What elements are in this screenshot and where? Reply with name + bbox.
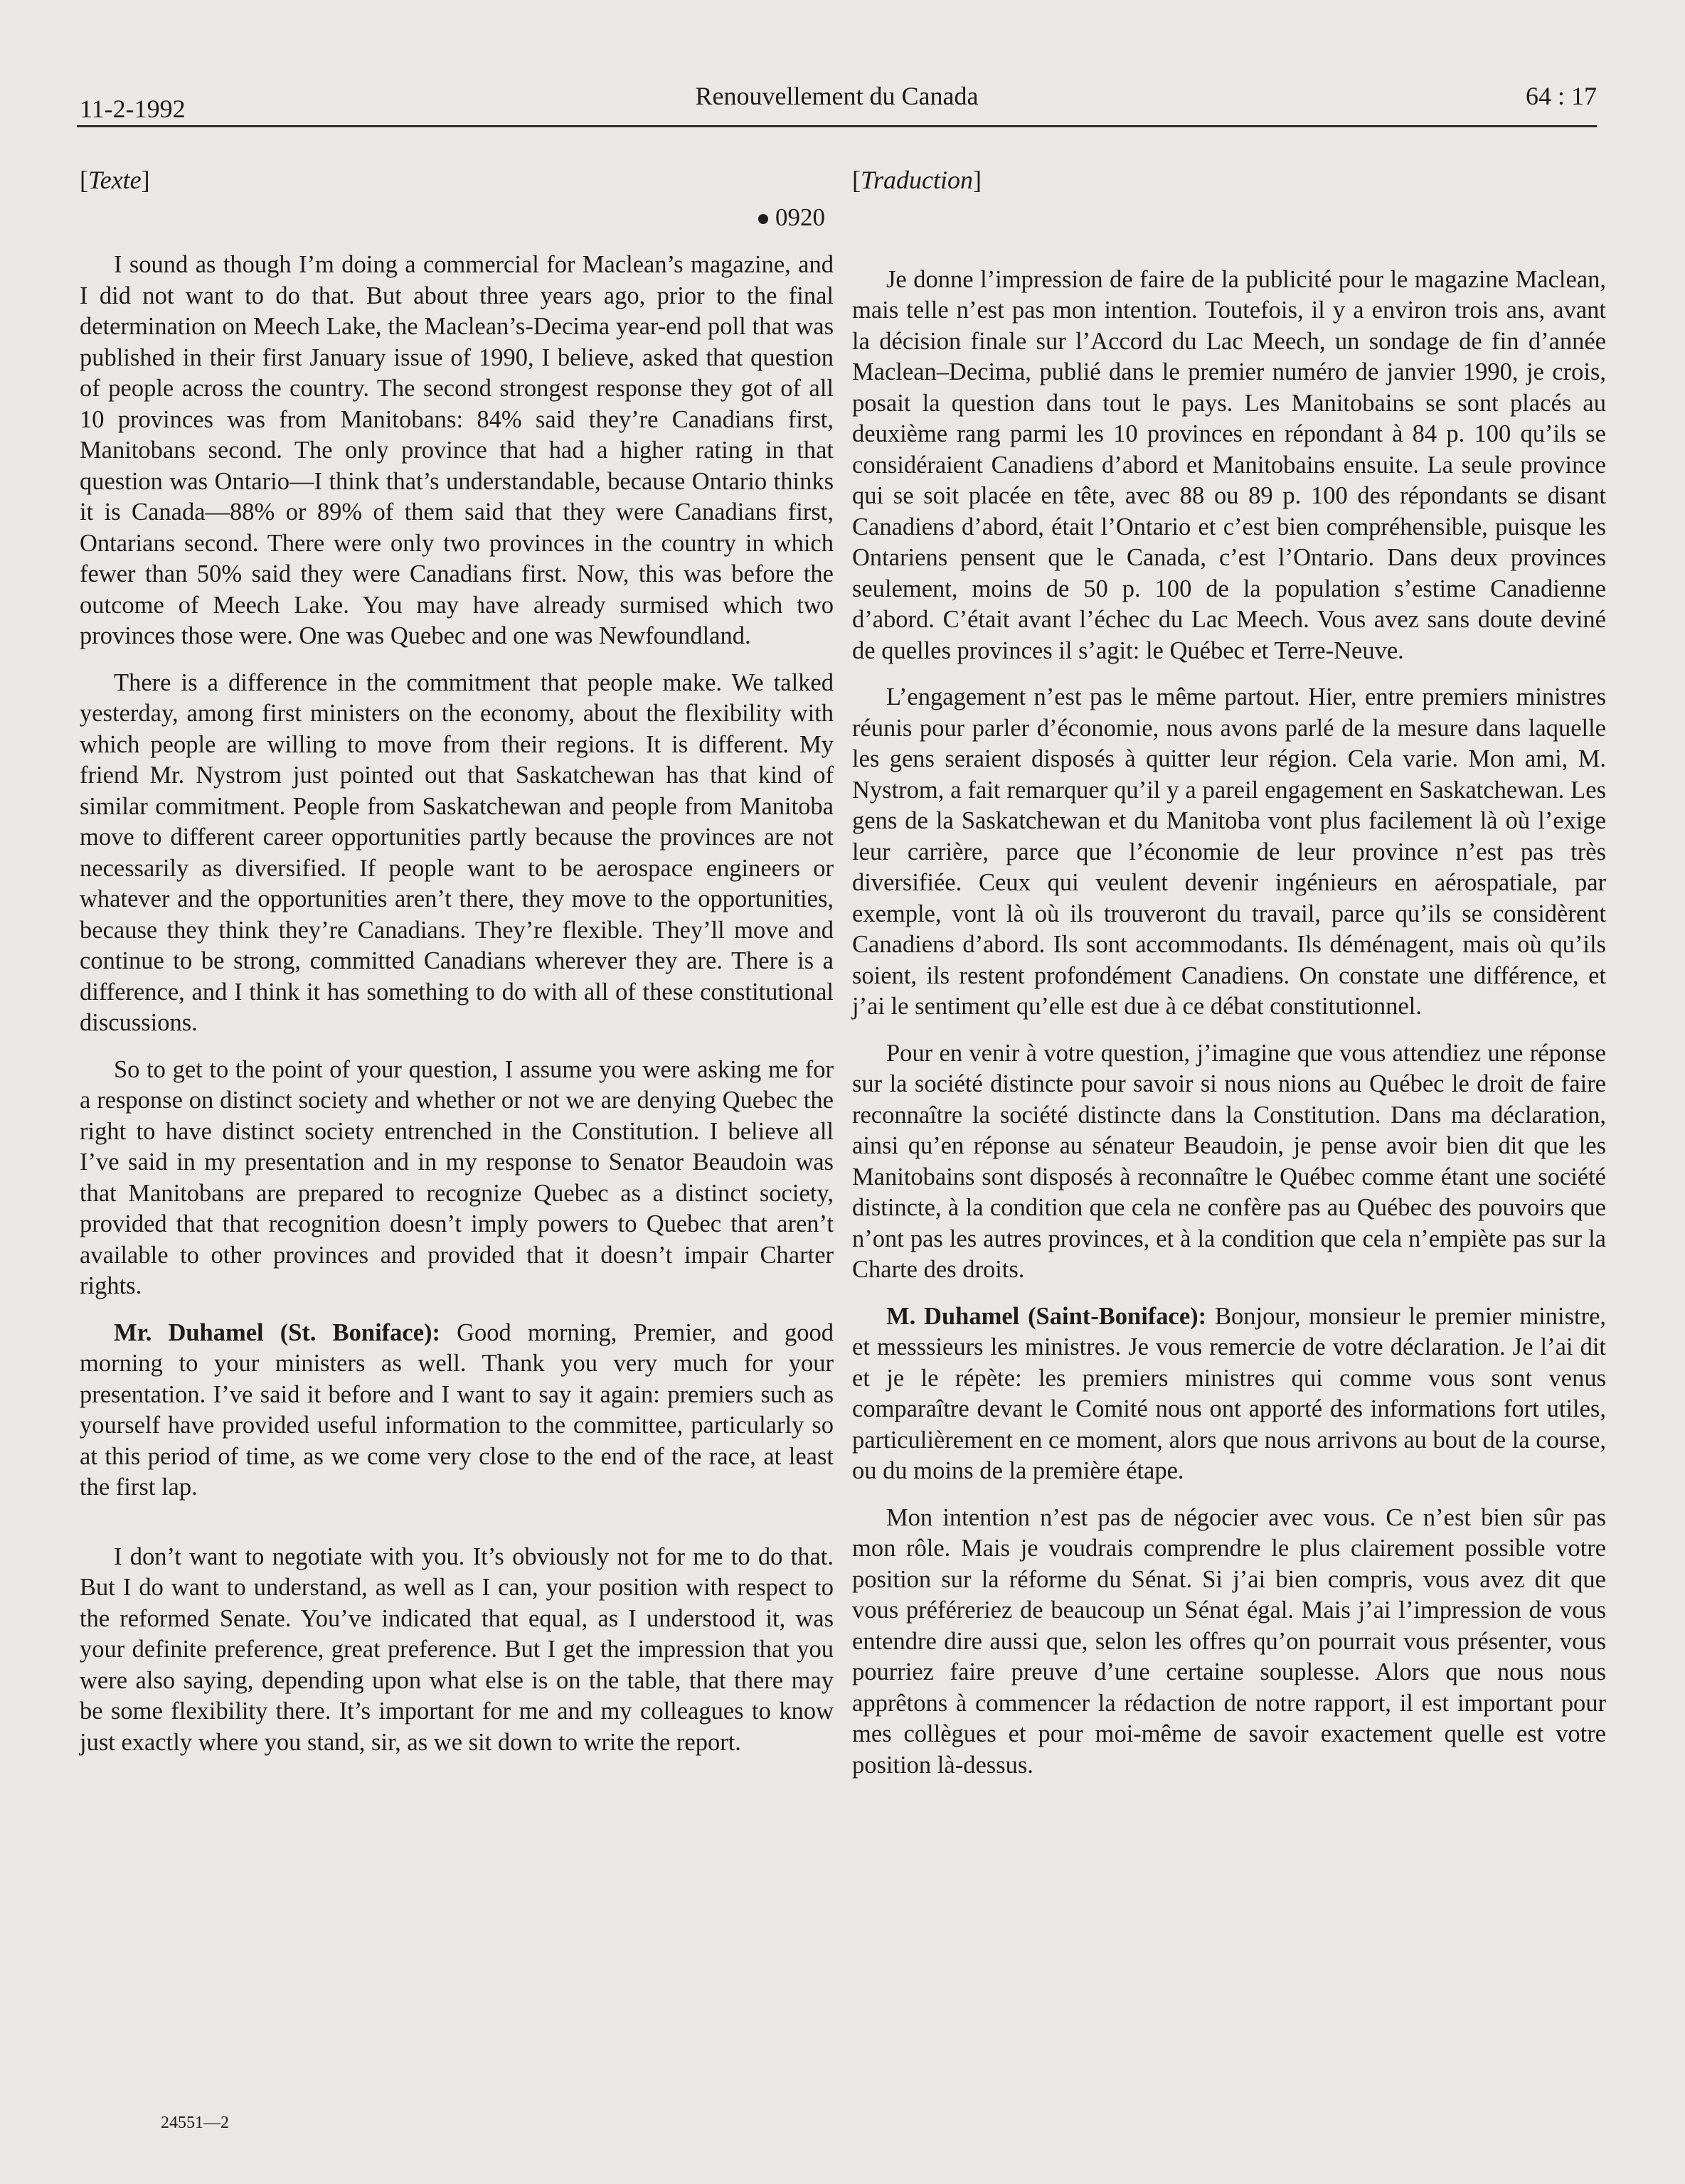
bullet-icon xyxy=(758,214,768,224)
paragraph: I sound as though I’m doing a commercial for Maclean’s magazine, and I did not want to do that. But about three years ago, prior to the final determination on Meech Lake, the Maclean’s-Decima year-end poll that was published in their first January issue of 1990, I believe, asked that question of people across the country. The second strongest response they got of all 10 provinces was from Manitobans: 84% said they’re Canadians first, Manitobans second. The only province that had a higher rating in that question was Ontario—I think that’s understandable, because Ontario thinks it is Canada—88% or 89% of them said that they were Canadians first, Ontarians second. There were only two provinces in the country in which fewer than 50% said they were Canadians first. Now, this was before the outcome of Meech Lake. You may have already surmised which two provinces those were. One was Quebec and one was Newfoundland. xyxy=(80,251,834,649)
header-page-number: 64 : 17 xyxy=(1525,82,1597,110)
speaker-paragraph: Mr. Duhamel (St. Boniface): Good morning, Premier, and good morning to your ministers as well. Thank you very much for your presentation. I’ve said it before and I want to say it again: premiers such as yourself have provided useful information to the committee, particularly so at this period of time, as we come very close to the end of the race, at least the first lap. xyxy=(80,1319,834,1501)
english-column xyxy=(80,165,834,1774)
speaker-name: Mr. Duhamel (St. Boniface): xyxy=(114,1319,440,1346)
header-title: Renouvellement du Canada xyxy=(695,82,979,110)
header-date: 11-2-1992 xyxy=(80,95,186,123)
speaker-paragraph: M. Duhamel (Saint-Boniface): Bonjour, monsieur le premier ministre, et messsieurs les ministres. Je vous remercie de votre déclaration. Je l’ai dit et je le répète: les premiers ministres qui comme vous sont venus comparaître devant le Comité nous ont apporté des informations fort utiles, particulièrement en ce moment, alors que nous arrivons au bout de la course, ou du moins de la première étape. xyxy=(852,1302,1607,1484)
print-code: 24551—2 xyxy=(161,2114,229,2132)
running-header xyxy=(77,78,1597,127)
speaker-name: M. Duhamel (Saint-Boniface): xyxy=(886,1302,1207,1330)
paragraph: Pour en venir à votre question, j’imagine que vous attendiez une réponse sur la société distincte pour savoir si nous nions au Québec le droit de faire reconnaître la société distincte dans la Constitution. Dans ma déclaration, ainsi qu’en réponse au sénateur Beaudoin, je pense avoir bien dit que les Manitobains sont disposés à reconnaître le Québec comme étant une société distincte, à la condition que cela ne confère pas au Québec des pouvoirs que n’ont pas les autres provinces, et à la condition que cela n’empiète pas sur la Charte des droits. xyxy=(852,1039,1606,1283)
paragraph: So to get to the point of your question, I assume you were asking me for a response on distinct society and whether or not we are denying Quebec the right to have distinct society entrenched in the Constitution. I believe all I’ve said in my presentation and in my response to Senator Beaudoin was that Manitobans are prepared to recognize Quebec as a distinct society, provided that that recognition doesn’t imply powers to Quebec that aren’t available to other provinces and provided that it doesn’t impair Charter rights. xyxy=(80,1055,834,1299)
language-label-text: [Texte] xyxy=(80,166,150,194)
paragraph: L’engagement n’est pas le même partout. Hier, entre premiers ministres réunis pour parler d’économie, nous avons parlé de la mesure dans laquelle les gens seraient disposés à quitter leur région. Cela varie. Mon ami, M. Nystrom, a fait remarquer qu’il y a pareil engagement en Saskatchewan. Les gens de la Saskatchewan et du Manitoba vont plus facilement là où l’exige leur carrière, parce que l’économie de leur province n’est pas très diversifiée. Ceux qui veulent devenir ingénieurs en aérospatiale, par exemple, vont là où ils trouveront du travail, parce qu’ils se considèrent Canadiens d’abord. Ils sont accommodants. Ils déménagent, mais où qu’ils soient, ils restent profondément Canadiens. On constate une différence, et j’ai le sentiment qu’elle est due à ce débat constitutionnel. xyxy=(852,683,1606,1020)
paragraph: There is a difference in the commitment that people make. We talked yesterday, among first ministers on the economy, about the flexibility with which people are willing to move from their regions. It is different. My friend Mr. Nystrom just pointed out that Saskatchewan has that kind of similar commitment. People from Saskatchewan and people from Manitoba move to different career opportunities partly because the provinces are not necessarily as diversified. If people want to be aerospace engineers or whatever and the opportunities aren’t there, they move to the opportunities, because they think they’re Canadians. They’re flexible. They’ll move and continue to be strong, committed Canadians wherever they are. There is a difference, and I think it has something to do with all of these constitutional discussions. xyxy=(80,668,834,1036)
french-column xyxy=(852,165,1606,1796)
language-label-traduction: [Traduction] xyxy=(852,166,982,194)
timestamp: 0920 xyxy=(80,202,834,233)
paragraph: Mon intention n’est pas de négocier avec vous. Ce n’est bien sûr pas mon rôle. Mais je voudrais comprendre le plus clairement possible votre position sur la réforme du Sénat. Si j’ai bien compris, vous avez dit que vous préféreriez de beaucoup un Sénat égal. Mais j’ai l’impression de vous entendre dire aussi que, selon les offres qu’on pourrait vous présenter, vous pourriez faire preuve d’une certaine souplesse. Alors que nous nous apprêtons à commencer la rédaction de notre rapport, il est important pour mes collègues et pour moi-même de savoir exactement quelle est votre position là-dessus. xyxy=(852,1503,1606,1779)
paragraph: Je donne l’impression de faire de la publicité pour le magazine Maclean, mais telle n’est pas mon intention. Toutefois, il y a environ trois ans, avant la décision finale sur l’Accord du Lac Meech, un sondage de fin d’année Maclean–Decima, publié dans le premier numéro de janvier 1990, je crois, posait la question dans tout le pays. Les Manitobains se sont placés au deuxième rang parmi les 10 provinces en répondant à 84 p. 100 qu’ils se considéraient Canadiens d’abord et Manitobains ensuite. La seule province qui se soit placée en tête, avec 88 ou 89 p. 100 des répondants se disant Canadiens d’abord, était l’Ontario et c’est bien compréhensible, puisque les Ontariens pensent que le Canada, c’est l’Ontario. Dans deux provinces seulement, moins de 50 p. 100 de la population s’estime Canadienne d’abord. C’était avant l’échec du Lac Meech. Vous avez sans doute deviné de quelles provinces il s’agit: le Québec et Terre-Neuve. xyxy=(852,265,1606,664)
paragraph: I don’t want to negotiate with you. It’s obviously not for me to do that. But I do want to understand, as well as I can, your position with respect to the reformed Senate. You’ve indicated that equal, as I understood it, was your definite preference, great preference. But I get the impression that you were also saying, depending upon what else is on the table, that there may be some flexibility there. It’s important for me and my colleagues to know just exactly where you stand, sir, as we sit down to write the report. xyxy=(80,1543,834,1756)
